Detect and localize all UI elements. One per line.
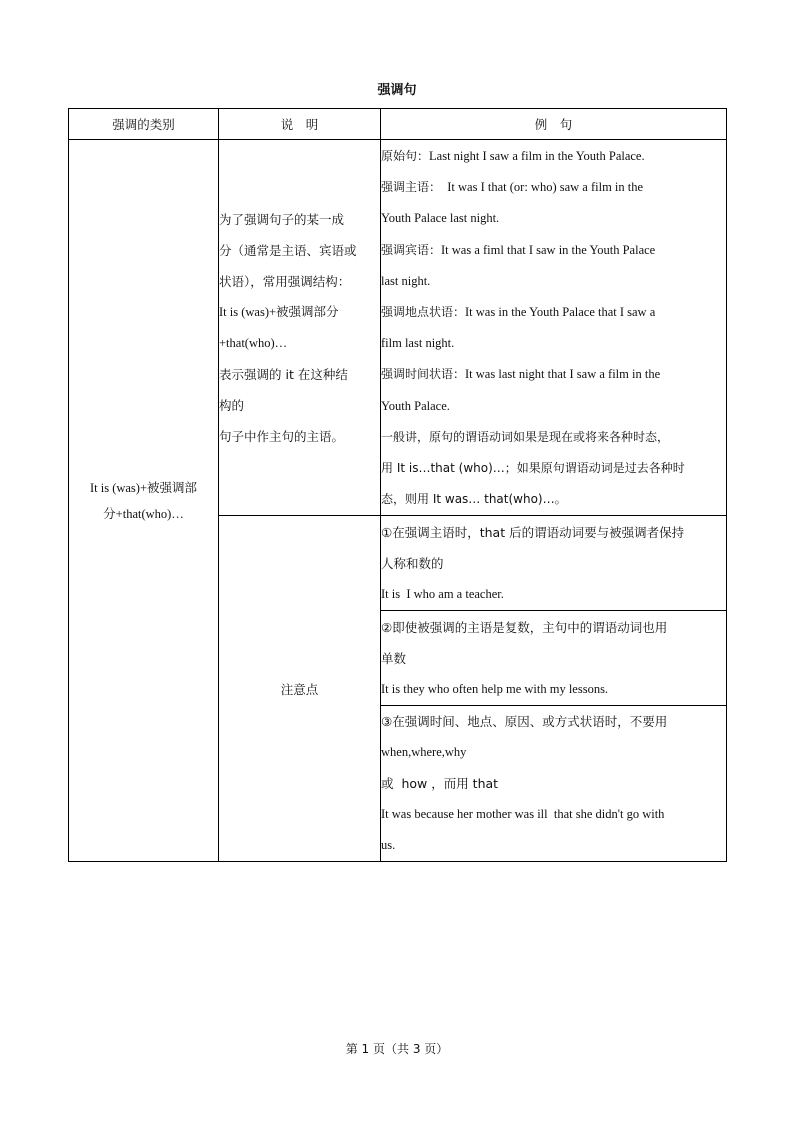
description-line: It is (was)+被强调部分 — [219, 304, 339, 319]
header-examples: 例 句 — [381, 109, 727, 140]
description-line: 句子中作主句的主语。 — [219, 428, 345, 444]
note-line: 单数 — [381, 650, 407, 666]
page-title: 强调句 — [377, 83, 417, 98]
note-line: when,where,why — [381, 745, 467, 760]
note-cell — [381, 611, 727, 706]
example-line: film last night. — [381, 336, 455, 351]
description-line: 为了强调句子的某一成 — [219, 211, 345, 227]
note-line: ②即使被强调的主语是复数，主句中的谓语动词也用 — [381, 619, 668, 635]
note-line: 或 how ，而用 that — [381, 776, 499, 792]
description-line: 分（通常是主语、宾语或 — [219, 242, 357, 258]
notes-label-cell: 注意点 — [219, 516, 381, 862]
category-line: 分+that(who)… — [103, 506, 184, 521]
description-line: 构的 — [219, 397, 245, 413]
description-line: 状语），常用强调结构： — [219, 273, 351, 289]
example-line: Youth Palace last night. — [381, 211, 500, 226]
example-line: 原始句：Last night I saw a film in the Youth Palace. — [381, 149, 645, 163]
example-line: 强调时间状语：It was last night that I saw a film in the — [381, 367, 661, 382]
note-line: 人称和数的 — [381, 555, 444, 571]
example-line: 强调主语： It was I that (or: who) saw a film in the — [381, 180, 644, 195]
example-line: 用 It is…that (who)…；如果原句谓语动词是过去各种时 — [381, 461, 685, 476]
note-example: us. — [381, 838, 396, 853]
header-description: 说 明 — [219, 109, 381, 140]
note-example: It is they who often help me with my lessons. — [381, 681, 609, 696]
note-cell — [381, 516, 727, 611]
note-line: ①在强调主语时，that 后的谓语动词要与被强调者保持 — [381, 524, 685, 540]
description-line: +that(who)… — [219, 335, 288, 350]
example-line: last night. — [381, 273, 431, 288]
description-line: 表示强调的 it 在这种结 — [219, 366, 348, 382]
grammar-table — [68, 108, 727, 862]
description-cell — [219, 140, 381, 516]
example-line: 一般讲，原句的谓语动词如果是现在或将来各种时态， — [381, 429, 670, 444]
example-line: 强调地点状语：It was in the Youth Palace that I saw a — [381, 305, 656, 320]
example-line: 强调宾语：It was a fiml that I saw in the Youth Palace — [381, 242, 656, 257]
example-line: 态，则用 It was… that(who)…。 — [381, 492, 567, 507]
examples-cell — [381, 140, 727, 516]
category-line: It is (was)+被强调部 — [89, 480, 198, 495]
example-line: Youth Palace. — [381, 398, 450, 413]
header-category: 强调的类别 — [69, 109, 219, 140]
table-header-row — [69, 109, 727, 140]
note-line: ③在强调时间、地点、原因、或方式状语时，不要用 — [381, 714, 668, 730]
note-cell — [381, 706, 727, 862]
note-example: It is I who am a teacher. — [381, 586, 504, 601]
note-example: It was because her mother was ill that she didn't go with — [381, 807, 665, 822]
page-footer: 第 1 页（共 3 页） — [345, 1042, 449, 1056]
table-row-structure — [69, 140, 727, 516]
category-cell — [69, 140, 219, 862]
